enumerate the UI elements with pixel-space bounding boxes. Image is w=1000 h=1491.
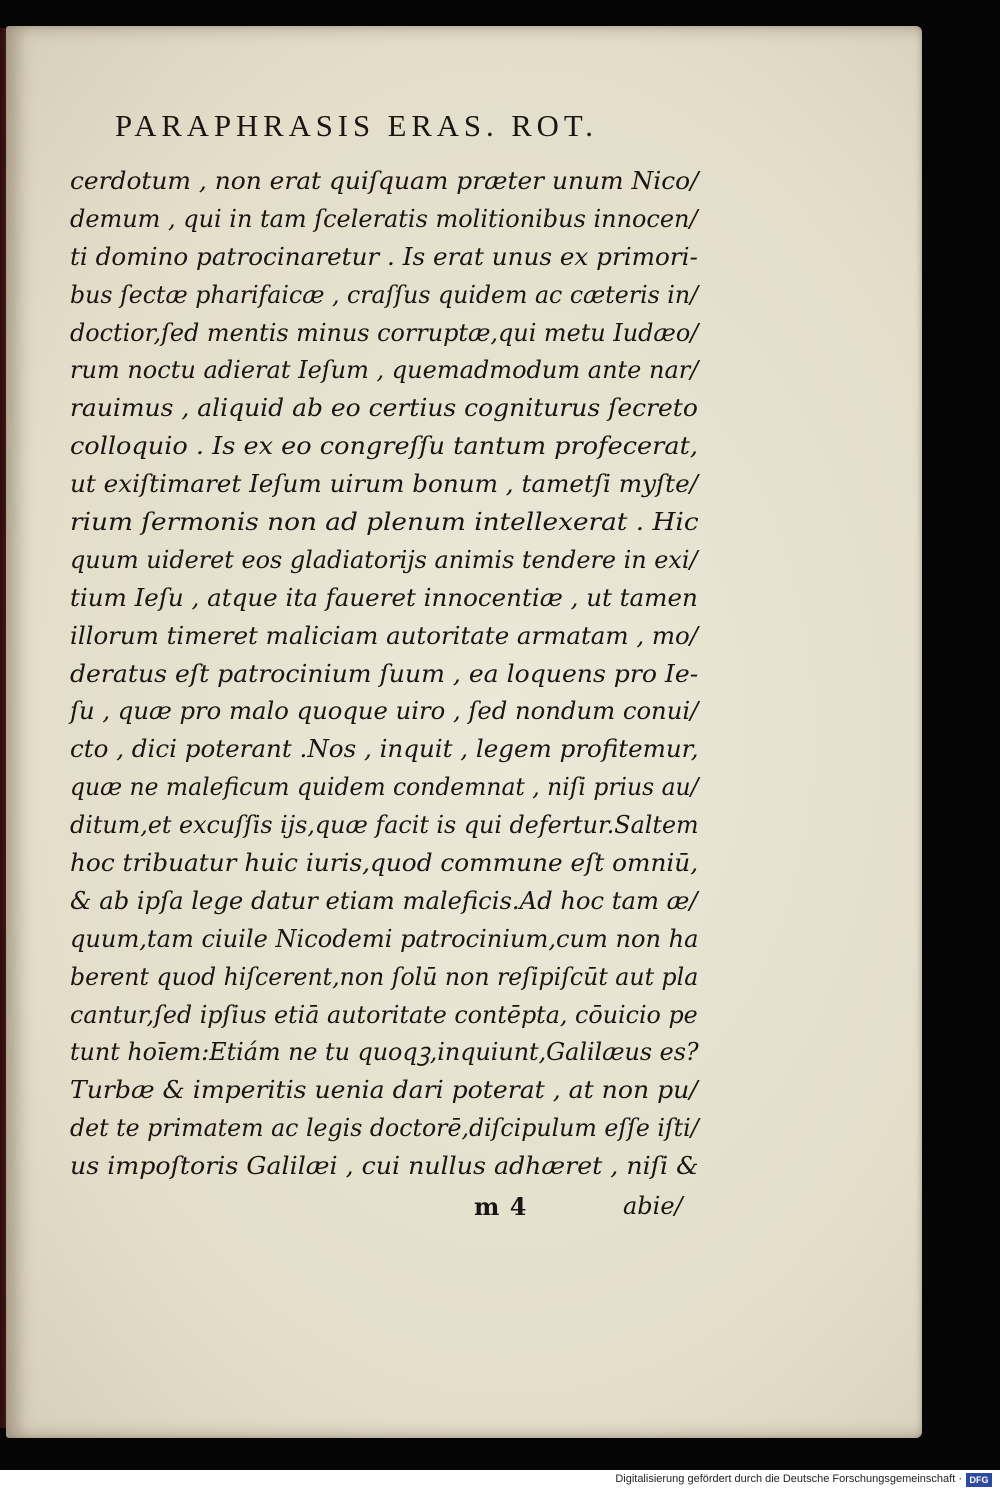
text-line: ditum,et excuſſis ijs,quæ facit is qui defertur.Saltem — [70, 810, 699, 840]
text-line: ſu , quæ pro malo quoque uiro , ſed nondum conui/ — [70, 696, 699, 726]
text-line: berent quod hiſcerent,non ſolū non reſipiſcūt aut pla — [70, 961, 699, 991]
catchword: abie/ — [623, 1192, 683, 1220]
text-line: us impoſtoris Galilæi , cui nullus adhæret , niſi & — [70, 1151, 699, 1181]
text-line: det te primatem ac legis doctorē,diſcipulum eſſe iſti/ — [70, 1113, 699, 1143]
digitization-credit: Digitalisierung gefördert durch die Deutsche Forschungsgemeinschaft · — [615, 1473, 962, 1485]
text-line: colloquio . Is ex eo congreſſu tantum profecerat, — [70, 431, 698, 461]
text-line: rum noctu adierat Ieſum , quemadmodum ante nar/ — [70, 355, 699, 385]
text-line: cantur,ſed ipſius etiā autoritate contēpta, cōuicio pe — [70, 999, 698, 1029]
text-line: ut exiſtimaret Ieſum uirum bonum , tametſi myſte/ — [70, 469, 698, 499]
text-line: deratus eſt patrocinium ſuum , ea loquens pro Ie- — [70, 658, 699, 688]
text-line: quum uideret eos gladiatorijs animis tendere in exi/ — [70, 544, 698, 574]
text-line: cerdotum , non erat quiſquam præter unum Nico/ — [70, 166, 699, 195]
text-line: rium ſermonis non ad plenum intellexerat . Hic — [70, 507, 699, 537]
text-line: & ab ipſa lege datur etiam maleficis.Ad hoc tam æ/ — [70, 885, 698, 915]
dfg-logo-icon: DFG — [966, 1473, 992, 1487]
signature-mark: m 4 — [474, 1192, 528, 1221]
text-line: ti domino patrocinaretur . Is erat unus ex primori- — [70, 241, 698, 271]
text-line: hoc tribuatur huic iuris,quod commune eſt omniū, — [70, 848, 699, 878]
running-head: PARAPHRASIS ERAS. ROT. — [115, 108, 598, 143]
text-line: bus ſectæ pharifaicæ , craſſus quidem ac cæteris in/ — [70, 279, 699, 309]
credit-bar — [0, 1470, 1000, 1491]
text-line: rauimus , aliquid ab eo certius cogniturus ſecreto — [70, 393, 698, 423]
text-line: tunt hoīem:Etiám ne tu quoqꝫ,inquiunt,Galilæus es? — [70, 1037, 699, 1067]
text-line: quæ ne maleficum quidem condemnat , niſi prius au/ — [70, 772, 699, 802]
text-line: Turbæ & imperitis uenia dari poterat , at non pu/ — [70, 1075, 698, 1105]
text-line: cto , dici poterant .Nos , inquit , legem profitemur, — [70, 734, 699, 764]
text-line: quum,tam ciuile Nicodemi patrocinium,cum non ha — [70, 923, 699, 953]
text-line: demum , qui in tam ſceleratis molitionibus innocen/ — [70, 203, 698, 233]
text-line: doctior,ſed mentis minus corruptæ,qui metu Iudæo/ — [70, 317, 699, 347]
text-line: illorum timeret maliciam autoritate armatam , mo/ — [70, 620, 699, 650]
page-footer — [470, 1192, 720, 1232]
body-text — [70, 162, 710, 1185]
text-line: tium Ieſu , atque ita faueret innocentiæ , ut tamen — [70, 582, 698, 612]
